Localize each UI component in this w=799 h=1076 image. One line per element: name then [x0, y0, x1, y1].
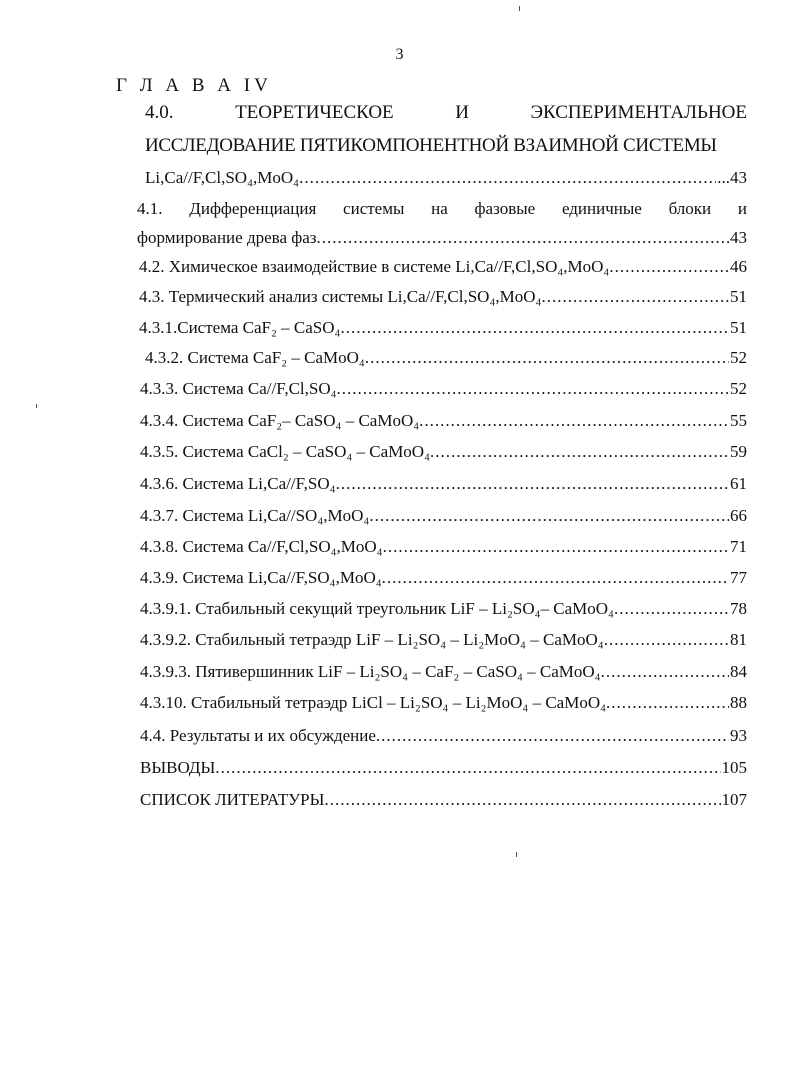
toc-leader-dots — [609, 256, 729, 278]
section-number: 4.0. — [145, 102, 174, 123]
toc-leader-dots — [614, 598, 729, 620]
toc-entry-text: 4.3. Термический анализ системы Li,Ca//F,Cl,SO₄,MoO₄ — [139, 287, 542, 306]
toc-entry-4.3.6[interactable] — [140, 473, 747, 495]
toc-entry-text: 4.3.9. Система Li,Ca//F,SO₄,MoO₄ — [140, 568, 382, 587]
toc-entry-text: ВЫВОДЫ — [140, 758, 216, 777]
scan-speck — [36, 404, 37, 408]
toc-entry-4.3.4[interactable] — [140, 410, 747, 432]
toc-entry-4.1[interactable] — [137, 227, 747, 249]
toc-entry-4.3.2[interactable] — [145, 347, 747, 369]
toc-leader-dots — [299, 167, 716, 189]
section-title-line-1 — [145, 101, 747, 125]
toc-entry-page: 55 — [730, 411, 747, 430]
toc-entry-4.1-line-1[interactable]: 4.1. Дифференциация системы на фазовые единичные блоки и — [137, 199, 747, 218]
toc-leader-dots — [376, 725, 729, 747]
toc-entry-page: 66 — [730, 506, 747, 525]
toc-entry-4.2[interactable] — [139, 256, 747, 278]
toc-entry-text: Li,Ca//F,Cl,SO₄,MoO₄ — [145, 168, 300, 187]
title-word: И — [455, 102, 469, 123]
toc-entry-text: 4.3.4. Система CaF₂– CaSO₄ – CaMoO₄ — [140, 411, 420, 430]
toc-leader-dots — [336, 473, 729, 495]
page-number: 3 — [395, 46, 404, 63]
toc-entry-text: СПИСОК ЛИТЕРАТУРЫ — [140, 790, 325, 809]
toc-leader-dots — [317, 227, 729, 249]
toc-entry-4.3.9.2[interactable] — [140, 629, 747, 651]
toc-entry-4.3.5[interactable] — [140, 441, 747, 463]
toc-entry-text: формирование древа фаз — [137, 228, 317, 247]
toc-leader-dots — [369, 505, 729, 527]
toc-entry-text: 4.3.1.Система CaF₂ – CaSO₄ — [139, 318, 341, 337]
toc-entry-4.3.3[interactable] — [140, 378, 747, 400]
toc-leader-dots — [324, 789, 720, 811]
toc-leader-dots — [340, 317, 729, 339]
title-word: ТЕОРЕТИЧЕСКОЕ — [235, 102, 394, 123]
toc-entry-page: 43 — [730, 228, 747, 247]
toc-entry-text: 4.2. Химическое взаимодействие в системе Li,Ca//F,Cl,SO₄,MoO₄ — [139, 257, 610, 276]
toc-leader-dots — [337, 378, 729, 400]
toc-entry-literatura[interactable] — [140, 789, 747, 811]
toc-entry-page: 59 — [730, 442, 747, 461]
toc-entry-4.3.9.3[interactable] — [140, 661, 747, 683]
toc-leader-dots — [606, 692, 729, 714]
toc-entry-page: 52 — [730, 348, 747, 367]
toc-entry-page: 61 — [730, 474, 747, 493]
toc-entry-page: 77 — [730, 568, 747, 587]
toc-entry-text: 4.3.9.3. Пятивершинник LiF – Li₂SO₄ – CaF₂ – CaSO₄ – CaMoO₄ — [140, 662, 601, 681]
toc-entry-page: 105 — [721, 758, 747, 777]
toc-entry-text: 4.3.9.1. Стабильный секущий треугольник LiF – Li₂SO₄– CaMoO₄ — [140, 599, 614, 618]
toc-entry-text: 4.3.2. Система CaF₂ – CaMoO₄ — [145, 348, 365, 367]
toc-entry-page: 81 — [730, 630, 747, 649]
toc-entry-page: 51 — [730, 318, 747, 337]
toc-leader-dots — [430, 441, 729, 463]
toc-entry-text: 4.3.9.2. Стабильный тетраэдр LiF – Li₂SO₄ – Li₂MoO₄ – CaMoO₄ — [140, 630, 604, 649]
toc-entry-4.3.9.1[interactable] — [140, 598, 747, 620]
toc-entry-text: 4.3.7. Система Li,Ca//SO₄,MoO₄ — [140, 506, 370, 525]
toc-entry-text: 4.3.8. Система Ca//F,Cl,SO₄,MoO₄ — [140, 537, 383, 556]
toc-leader-dots — [541, 286, 729, 308]
toc-entry-text: 4.3.6. Система Li,Ca//F,SO₄ — [140, 474, 336, 493]
scan-speck — [519, 6, 520, 11]
toc-leader-dots — [365, 347, 729, 369]
toc-entry-page: 107 — [721, 790, 747, 809]
toc-entry-4.3.7[interactable] — [140, 505, 747, 527]
toc-entry-page: 84 — [730, 662, 747, 681]
toc-entry-4.3[interactable] — [139, 286, 747, 308]
toc-entry-page: 51 — [730, 287, 747, 306]
section-title-line-2: ИССЛЕДОВАНИЕ ПЯТИКОМПОНЕНТНОЙ ВЗАИМНОЙ СИСТЕМЫ — [145, 135, 717, 156]
toc-entry-page: 88 — [730, 693, 747, 712]
toc-entry-text: 4.3.5. Система CaCl₂ – CaSO₄ – CaMoO₄ — [140, 442, 431, 461]
toc-entry-page: 52 — [730, 379, 747, 398]
toc-entry-4.3.8[interactable] — [140, 536, 747, 558]
toc-entry-4.3.1[interactable] — [139, 317, 747, 339]
toc-leader-dots — [215, 757, 720, 779]
toc-entry-text: 4.3.3. Система Ca//F,Cl,SO₄ — [140, 379, 337, 398]
toc-entry-4.3.10[interactable] — [140, 692, 747, 714]
toc-leader-dots — [604, 629, 729, 651]
toc-entry-4.0[interactable] — [145, 167, 747, 189]
toc-leader-dots — [419, 410, 729, 432]
toc-leader-dots — [382, 567, 729, 589]
toc-entry-4.3.9[interactable] — [140, 567, 747, 589]
toc-entry-4.4[interactable] — [140, 725, 747, 747]
toc-entry-page: 46 — [730, 257, 747, 276]
toc-leader-dots — [383, 536, 729, 558]
toc-entry-page: 71 — [730, 537, 747, 556]
toc-entry-page: 78 — [730, 599, 747, 618]
toc-leader-dots — [601, 661, 729, 683]
toc-entry-vyvody[interactable] — [140, 757, 747, 779]
scan-speck — [516, 852, 517, 857]
toc-entry-text: 4.4. Результаты и их обсуждение — [140, 726, 376, 745]
title-word: ЭКСПЕРИМЕНТАЛЬНОЕ — [530, 102, 747, 123]
toc-entry-text: 4.3.10. Стабильный тетраэдр LiCl – Li₂SO₄ – Li₂MoO₄ – CaMoO₄ — [140, 693, 607, 712]
toc-entry-page: 93 — [730, 726, 747, 745]
chapter-heading: Г Л А В А IV — [116, 75, 272, 96]
toc-entry-page: ...43 — [717, 168, 747, 187]
